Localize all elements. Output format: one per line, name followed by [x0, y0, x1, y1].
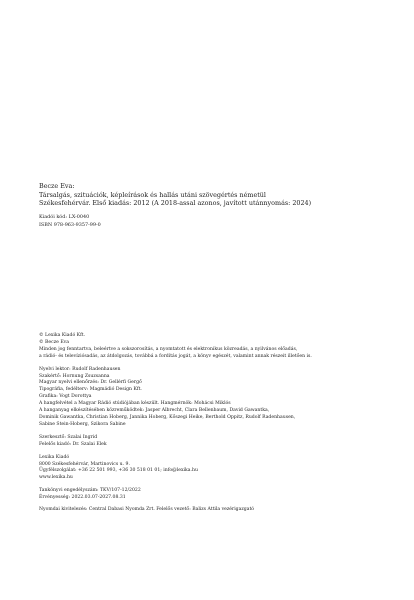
isbn: ISBN 978-963-9357-99-0 — [39, 222, 101, 229]
book-title: Társalgás, szituációk, képleírások és hallás utáni szövegértés németül — [39, 190, 266, 199]
credit-line: A hangfelvétel a Magyar Rádió stúdiójában készült. Hangmérnök: Mohácsi Miklós — [39, 401, 231, 407]
publisher-name: Lexika Kiadó — [39, 454, 70, 460]
credit-line: Nyelvi lektor: Rudolf Radenhausen — [39, 366, 121, 372]
credit-line: Grafika: Vogt Dorottya — [39, 394, 92, 400]
copyright-section — [39, 333, 384, 361]
copyright-author: © Becze Eva — [39, 339, 70, 345]
customer-service: Ügyfélszolgálat: +36 22 501 993, +36 30 518 01 01; info@lexika.hu — [39, 468, 198, 474]
credit-line: Szakértő: Hornung Zsuzsanna — [39, 373, 110, 379]
catalog-record — [39, 182, 384, 230]
editors-section — [39, 435, 384, 449]
credit-line: A hanganyag elkészítésében közreműködtek: Jasper Albrecht, Clara Bellenbaum, David Gawantka, — [39, 408, 270, 414]
credit-line: Sabine Stein-Hoberg, Szikora Sabine — [39, 421, 126, 427]
publisher-code: Kiadói kód: LX-0040 — [39, 213, 90, 220]
document-page — [39, 0, 384, 600]
author-name: Becze Eva: — [39, 182, 75, 190]
rights-text-2: a rádió- és televíziósadás, az átdolgozás, továbbá a fordítás jogát, a könyv egészét, valamint annak részeit illetően is. — [39, 353, 312, 359]
credit-line: Tipográfia, fedélterv: Magmádió Design Kft. — [39, 387, 142, 393]
publisher-address: 8000 Székesfehérvár, Martinovics u. 9. — [39, 461, 130, 467]
credits-section — [39, 367, 384, 429]
approval-section — [39, 488, 384, 502]
imprint-block — [39, 333, 384, 514]
rights-text-1: Minden jog fenntartva, beleértve a sokszorosítás, a nyomtatott és elektronikus közreadás, a nyilvános előadás, — [39, 346, 298, 352]
website: www.lexika.hu — [39, 475, 73, 481]
credit-line: Dominik Gawantka, Christian Hoberg, Jannika Hoberg, Kőszegi Heike, Berthold Oppitz, Rudolf Radenhausen, — [39, 414, 296, 420]
responsible-publisher-line: Felelős kiadó: Dr. Szalai Elek — [39, 441, 107, 447]
copyright-publisher: © Lexika Kiadó Kft. — [39, 333, 86, 338]
credit-line: Magyar nyelvi ellenőrzés: Dr. Gellérfi Gergő — [39, 380, 142, 386]
edition-info: Székesfehérvár. Első kiadás: 2012 (A 2018-assal azonos, javított utánnyomás: 2024) — [39, 199, 312, 208]
editor-line: Szerkesztő: Szalai Ingrid — [39, 434, 98, 440]
printing-info: Nyomdai kivitelezés: Central Dabasi Nyomda Zrt. Felelős vezető: Balizs Attila vezérigazgató — [39, 507, 255, 513]
approval-validity: Érvényesség: 2022.03.07-2027.08.31 — [39, 495, 126, 501]
book-codes — [39, 213, 384, 230]
approval-number: Tankönyvi engedélyszám: TKV/107-12/2022 — [39, 488, 141, 494]
contact-section — [39, 455, 384, 483]
